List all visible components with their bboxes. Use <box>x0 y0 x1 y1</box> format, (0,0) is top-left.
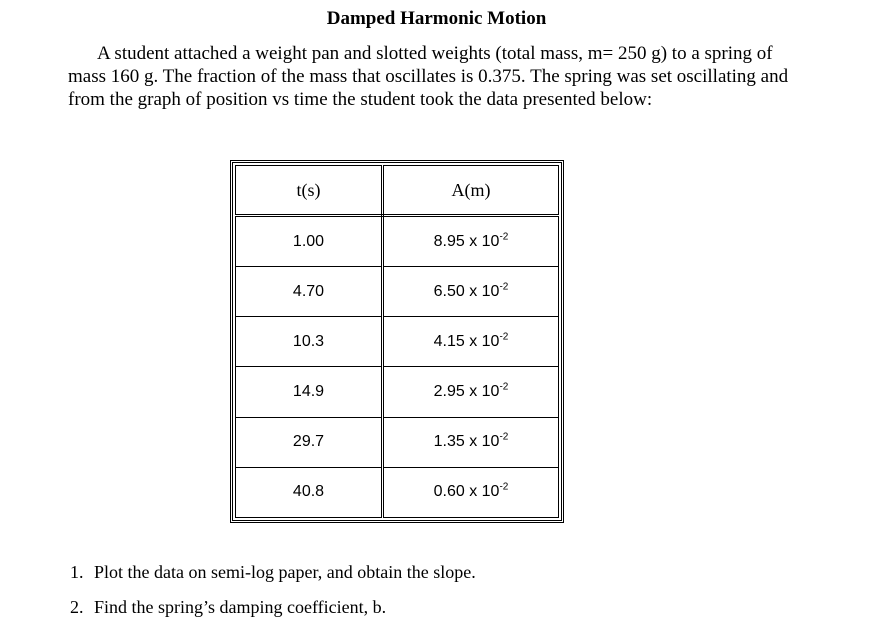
amplitude-cell <box>383 467 559 517</box>
question-number: 1. <box>70 562 84 582</box>
time-cell: 29.7 <box>236 417 383 467</box>
amplitude-mantissa: 4.15 x 10 <box>433 332 500 350</box>
amplitude-mantissa: 8.95 x 10 <box>433 232 500 250</box>
amplitude-cell <box>383 417 559 467</box>
question-item <box>70 560 476 584</box>
question-list <box>70 560 476 630</box>
column-header-time: t(s) <box>236 166 383 216</box>
column-header-amplitude: A(m) <box>383 166 559 216</box>
page-title: Damped Harmonic Motion <box>326 8 547 29</box>
amplitude-mantissa: 0.60 x 10 <box>433 483 500 501</box>
amplitude-mantissa: 2.95 x 10 <box>433 383 500 401</box>
intro-line: A student attached a weight pan and slotted weights (total mass, m= 250 g) to a spring of <box>97 43 773 64</box>
intro-paragraph <box>68 42 808 111</box>
amplitude-exponent: -2 <box>499 331 509 343</box>
amplitude-exponent: -2 <box>499 231 509 243</box>
table-row <box>236 417 559 467</box>
table-row <box>236 267 559 317</box>
amplitude-cell <box>383 317 559 367</box>
amplitude-exponent: -2 <box>499 482 509 494</box>
amplitude-exponent: -2 <box>499 431 509 443</box>
amplitude-exponent: -2 <box>499 281 509 293</box>
amplitude-mantissa: 1.35 x 10 <box>433 433 500 451</box>
table-row <box>236 367 559 417</box>
amplitude-mantissa: 6.50 x 10 <box>433 282 500 300</box>
amplitude-exponent: -2 <box>499 381 509 393</box>
amplitude-cell <box>383 216 559 267</box>
question-text: Plot the data on semi-log paper, and obtain the slope. <box>94 562 476 582</box>
time-cell: 14.9 <box>236 367 383 417</box>
question-number: 2. <box>70 597 84 617</box>
amplitude-cell <box>383 367 559 417</box>
intro-line: from the graph of position vs time the student took the data presented below: <box>68 89 653 110</box>
question-text: Find the spring’s damping coefficient, b. <box>94 597 387 617</box>
table-row <box>236 467 559 517</box>
time-cell: 10.3 <box>236 317 383 367</box>
data-table <box>230 160 564 523</box>
question-item <box>70 595 476 619</box>
intro-line: mass 160 g. The fraction of the mass that oscillates is 0.375. The spring was set oscillating and <box>68 66 789 87</box>
table-row <box>236 216 559 267</box>
table-header-row <box>236 166 559 216</box>
table-row <box>236 317 559 367</box>
time-cell: 40.8 <box>236 467 383 517</box>
amplitude-cell <box>383 267 559 317</box>
time-cell: 4.70 <box>236 267 383 317</box>
time-cell: 1.00 <box>236 216 383 267</box>
